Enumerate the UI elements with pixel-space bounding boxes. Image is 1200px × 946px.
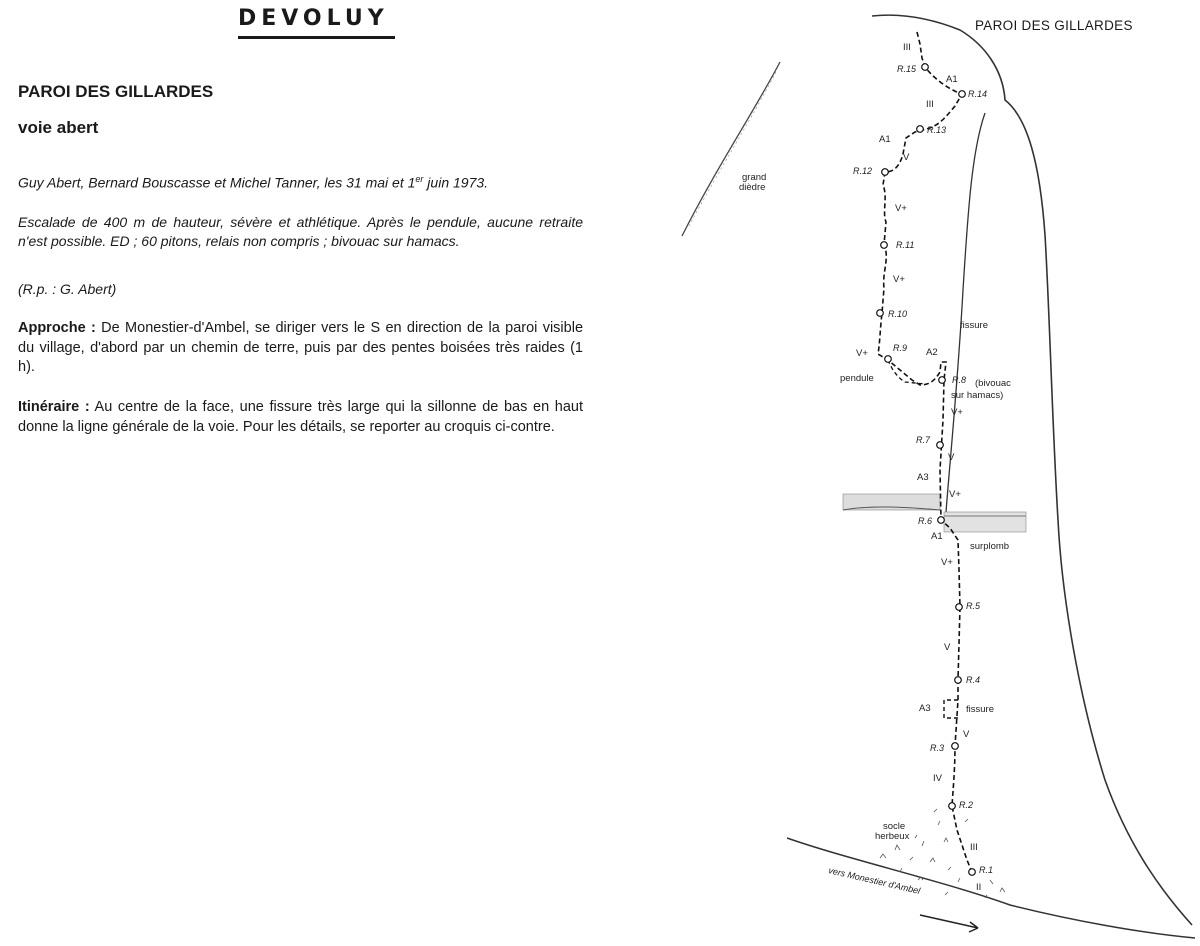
route-name: voie abert <box>18 118 99 137</box>
grade-g5: V <box>903 152 910 163</box>
grade-g18: V <box>963 729 970 740</box>
topo-title: PAROI DES GILLARDES <box>975 18 1133 33</box>
a3-detour <box>944 700 958 718</box>
repetition-note: (R.p. : G. Abert) <box>18 281 117 297</box>
first-ascent-sup: er <box>415 174 424 184</box>
relay-r5 <box>956 604 963 611</box>
feature-fissure-upper: fissure <box>960 320 988 331</box>
first-ascent-date: juin 1973. <box>423 174 489 191</box>
feature-bivouac-1: (bivouac <box>975 378 1011 389</box>
cliff-outline <box>872 15 1192 925</box>
label-r8: R.8 <box>952 375 967 385</box>
grade-g2: A1 <box>946 74 958 85</box>
grand-diedre-line <box>682 62 780 236</box>
feature-diedre: dièdre <box>739 182 766 193</box>
feature-bivouac-2: sur hamacs) <box>951 390 1004 401</box>
label-r3: R.3 <box>930 743 945 753</box>
grade-g21: II <box>976 882 982 893</box>
grade-g16: V <box>944 642 951 653</box>
grade-g6: V+ <box>895 203 907 214</box>
grade-g12: A3 <box>917 472 929 483</box>
label-r4: R.4 <box>966 675 981 685</box>
relay-r1 <box>969 869 976 876</box>
label-r7: R.7 <box>916 435 931 445</box>
itinerary-text: Au centre de la face, une fissure très large qui la sillonne de bas en haut donne la ligne générale de la voie. Pour les détails, se reporter au croquis ci-contre. <box>18 399 583 435</box>
grade-g20: III <box>970 842 978 853</box>
label-r6: R.6 <box>918 516 933 526</box>
feature-pendule: pendule <box>840 373 874 384</box>
feature-grand: grand <box>742 172 767 183</box>
approach-text: De Monestier-d'Ambel, se diriger vers le S en direction de la paroi visible du village, d'abord par un chemin de terre, puis par des pentes boisées très raides (1 h). <box>18 320 584 375</box>
itinerary-label: Itinéraire : <box>18 399 90 415</box>
ground-line <box>787 838 1195 938</box>
grade-g19: IV <box>933 773 942 784</box>
feature-fissure-lower: fissure <box>966 704 994 715</box>
grade-g15: V+ <box>941 557 953 568</box>
relay-r6 <box>938 517 945 524</box>
relay-r13 <box>917 126 924 133</box>
grade-g3: III <box>926 99 934 110</box>
grade-g8: V+ <box>856 348 868 359</box>
grade-g9: A2 <box>926 347 938 358</box>
relay-r14 <box>959 91 966 98</box>
label-r13: R.13 <box>927 125 947 135</box>
grade-g14: A1 <box>931 531 943 542</box>
grade-g4: A1 <box>879 134 891 145</box>
route-description: Escalade de 400 m de hauteur, sévère et athlétique. Après le pendule, aucune retraite n'est possible. ED ; 60 pitons, relais non compris ; bivouac sur hamacs. <box>18 214 583 249</box>
first-ascent-text: Guy Abert, Bernard Bouscasse et Michel Tanner, les 31 mai et 1 <box>18 174 416 191</box>
relay-r12 <box>882 169 889 176</box>
approach-label: Approche : <box>18 320 96 336</box>
relay-r3 <box>952 743 959 750</box>
relay-r2 <box>949 803 956 810</box>
relay-r9 <box>885 356 892 363</box>
relay-r15 <box>922 64 929 71</box>
label-r1: R.1 <box>979 865 994 875</box>
relay-r10 <box>877 310 884 317</box>
feature-surplomb: surplomb <box>970 541 1010 552</box>
label-r14: R.14 <box>968 89 988 99</box>
label-r15: R.15 <box>897 64 917 74</box>
feature-herbeux: herbeux <box>875 831 910 842</box>
label-r12: R.12 <box>853 166 873 176</box>
grade-g11: V <box>948 452 955 463</box>
relay-r8 <box>939 377 946 384</box>
grade-g10: V+ <box>951 407 963 418</box>
grade-g17: A3 <box>919 703 931 714</box>
label-r5: R.5 <box>966 601 981 611</box>
feature-socle: socle <box>883 821 906 832</box>
label-r9: R.9 <box>893 343 908 353</box>
label-r10: R.10 <box>888 309 908 319</box>
grade-g1: III <box>903 42 911 53</box>
relay-r4 <box>955 677 962 684</box>
relay-r7 <box>937 442 944 449</box>
approach-arrow <box>920 915 978 928</box>
grade-g7: V+ <box>893 274 905 285</box>
page-title: PAROI DES GILLARDES <box>18 82 214 101</box>
surplomb-ledge <box>944 512 1026 532</box>
region-heading: DEVOLUY <box>238 6 389 31</box>
label-r11: R.11 <box>896 240 915 250</box>
label-r2: R.2 <box>959 800 974 810</box>
feature-approach: vers Monestier d'Ambel <box>827 865 922 897</box>
relay-r11 <box>881 242 888 249</box>
grade-g13: V+ <box>949 489 961 500</box>
